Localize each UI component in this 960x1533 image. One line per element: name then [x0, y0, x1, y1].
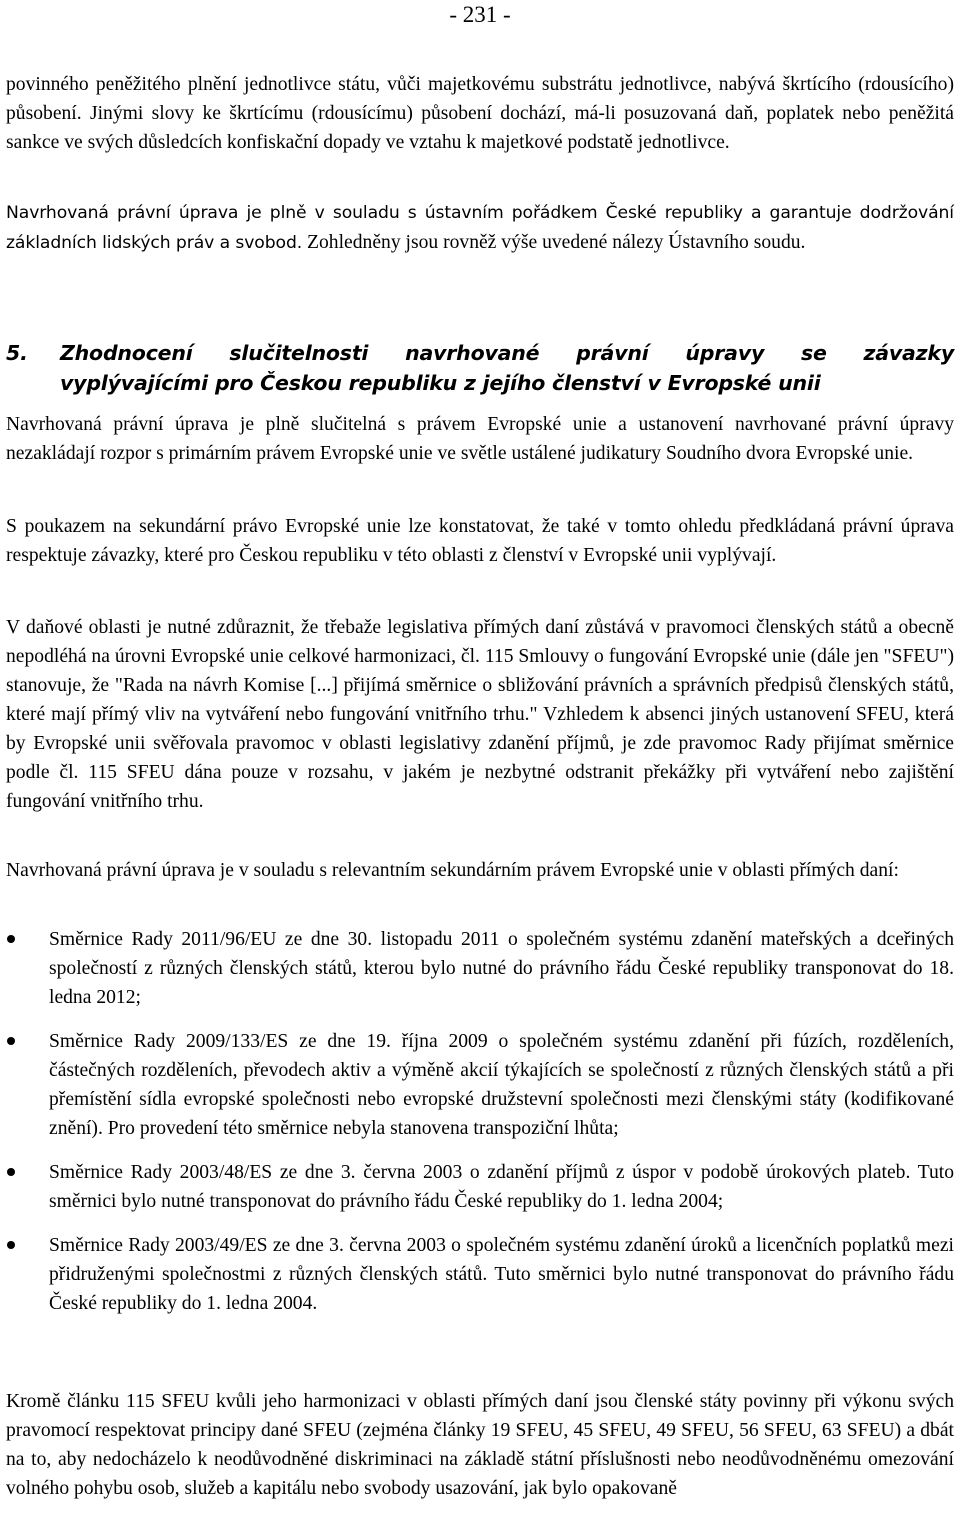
body-paragraph: S poukazem na sekundární právo Evropské unie lze konstatovat, že také v tomto ohledu předkládaná právní úprava respektuje závazky, které pro Českou republiku v této oblasti z členství v Evropské unii vyplývají. — [6, 516, 954, 566]
bullet-icon — [7, 935, 15, 943]
list-item-text: Směrnice Rady 2003/49/ES ze dne 3. června 2003 o společném systému zdanění úroků a licenčních poplatků mezi přidruženými společnostmi z různých členských států. Tuto směrnici bylo nutné transponovat do právního řádu České republiky do 1. ledna 2004. — [49, 1235, 954, 1314]
intro-paragraph-2 — [6, 199, 954, 258]
list-item — [0, 1158, 954, 1216]
intro-paragraph-2-sans: Navrhovaná právní úprava je plně v souladu s ústavním pořádkem České republiky a garantuje dodržování základních lidských práv a svobod. — [6, 203, 954, 253]
section-title-line-2: vyplývajícími pro Českou republiku z jejího členství v Evropské unii — [60, 371, 821, 395]
closing-paragraph: Kromě článku 115 SFEU kvůli jeho harmonizaci v oblasti přímých daní jsou členské státy povinny při výkonu svých pravomocí respektovat principy dané SFEU (zejména články 19 SFEU, 45 SFEU, 49 SFEU, 56 SFEU, 63 SFEU) a dbát na to, aby nedocházelo k neodůvodněné diskriminaci na základě státní příslušnosti nebo neodůvodněnému omezování volného pohybu osob, služeb a kapitálu nebo svobody usazování, jak bylo opakovaně — [6, 1391, 954, 1499]
list-item-text: Směrnice Rady 2009/133/ES ze dne 19. října 2009 o společném systému zdanění při fúzích, rozděleních, částečných rozděleních, převodech aktiv a výměně akcií týkajících se společností z různých členských států a při přemístění sídla evropské společnosti nebo evropské družstevní společnosti mezi členskými státy (kodifikované znění). Pro provedení této směrnice nebyla stanovena transpoziční lhůta; — [49, 1031, 954, 1139]
list-item-text: Směrnice Rady 2003/48/ES ze dne 3. června 2003 o zdanění příjmů z úspor v podobě úrokových plateb. Tuto směrnici bylo nutné transponovat do právního řádu České republiky do 1. ledna 2004; — [49, 1162, 954, 1212]
body-paragraph: Navrhovaná právní úprava je plně slučitelná s právem Evropské unie a ustanovení navrhované právní úpravy nezakládají rozpor s primárním právem Evropské unie ve světle ustálené judikatury Soudního dvora Evropské unie. — [6, 414, 954, 464]
section-heading-line-1 — [6, 338, 954, 368]
page-number: - 231 - — [449, 2, 511, 27]
intro-paragraph-1: povinného peněžitého plnění jednotlivce státu, vůči majetkovému substrátu jednotlivce, nabývá škrtícího (rdousícího) působení. Jinými slovy ke škrtícímu (rdousícímu) působení dochází, má-li posuzovaná daň, poplatek nebo peněžitá sankce ve svých důsledcích konfiskační dopady ve vztahu k majetkové podstatě jednotlivce. — [6, 74, 954, 153]
section-heading — [6, 338, 954, 398]
list-item — [0, 925, 954, 1012]
directive-list — [0, 925, 960, 1333]
list-item — [0, 1027, 954, 1143]
section-number: 5. — [6, 341, 28, 365]
intro-paragraph-2-serif: Zohledněny jsou rovněž výše uvedené nálezy Ústavního soudu. — [302, 232, 806, 253]
body-paragraph: Navrhovaná právní úprava je v souladu s relevantním sekundárním právem Evropské unie v oblasti přímých daní: — [6, 860, 899, 881]
section-title-line-1: Zhodnocení slučitelnosti navrhované právní úpravy se závazky — [60, 341, 954, 365]
bullet-icon — [7, 1037, 15, 1045]
bullet-icon — [7, 1168, 15, 1176]
bullet-icon — [7, 1241, 15, 1249]
body-paragraph: V daňové oblasti je nutné zdůraznit, že třebaže legislativa přímých daní zůstává v pravomoci členských států a obecně nepodléhá na úrovni Evropské unie celkové harmonizaci, čl. 115 Smlouvy o fungování Evropské unie (dále jen "SFEU") stanovuje, že "Rada na návrh Komise [...] přijímá směrnice o sbližování právních a správních předpisů členských států, které mají přímý vliv na vytváření nebo fungování vnitřního trhu." Vzhledem k absenci jiných ustanovení SFEU, která by Evropské unii svěřovala pravomoc v oblasti legislativy zdanění příjmů, je zde pravomoc Rady přijímat směrnice podle čl. 115 SFEU dána pouze v rozsahu, v jakém je nezbytné odstranit překážky při vytváření nebo zajištění fungování vnitřního trhu. — [6, 617, 954, 812]
list-item — [0, 1231, 954, 1318]
list-item-text: Směrnice Rady 2011/96/EU ze dne 30. listopadu 2011 o společném systému zdanění mateřských a dceřiných společností z různých členských států, kterou bylo nutné do právního řádu České republiky transponovat do 18. ledna 2012; — [49, 929, 954, 1008]
